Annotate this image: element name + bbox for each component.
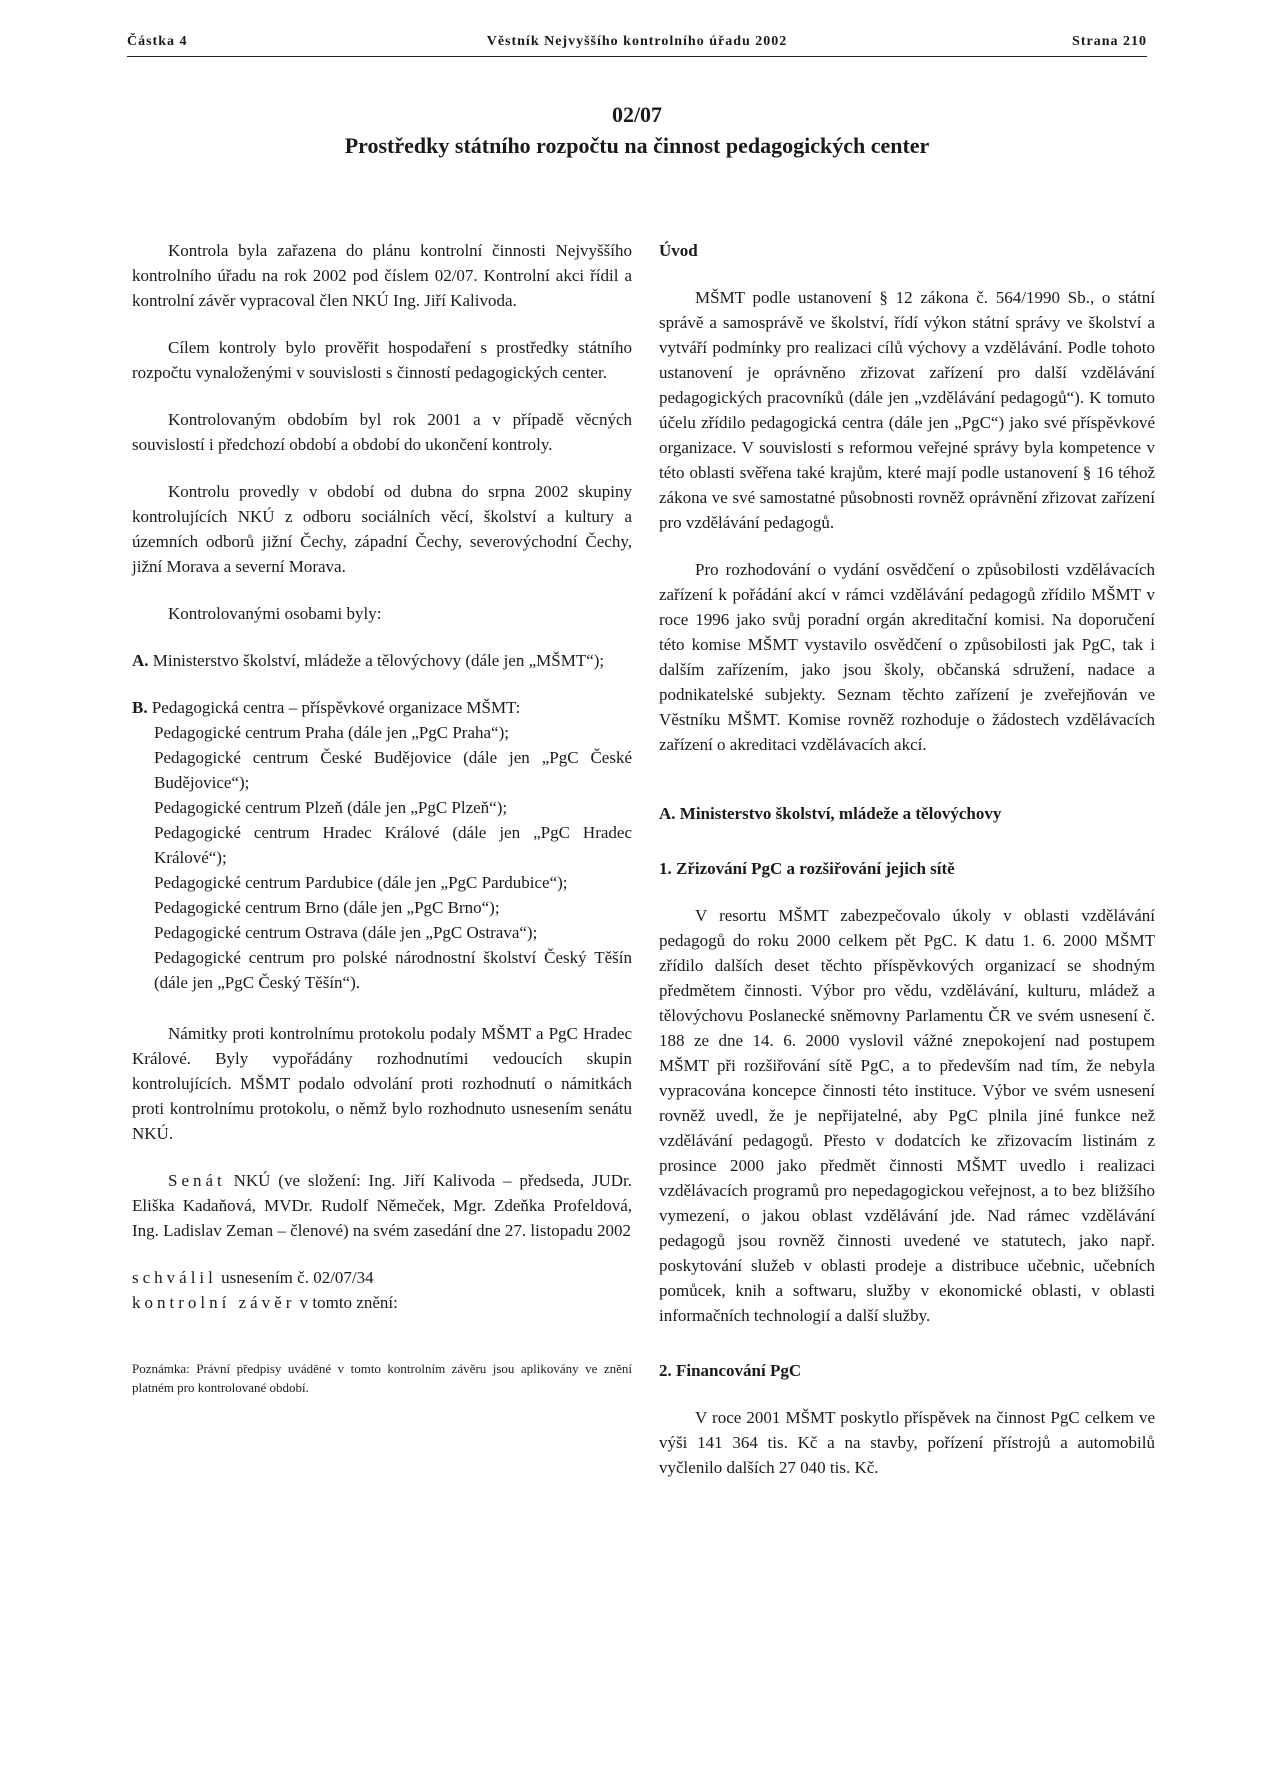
section-heading-ministry: A. Ministerstvo školství, mládeže a tělovýchovy <box>659 804 1002 823</box>
senate-text: NKÚ (ve složení: Ing. Jiří Kalivoda – předseda, JUDr. Eliška Kadaňová, MVDr. Rudolf Němeček, Mgr. Zdeňka Profeldová, Ing. Ladislav Zeman – členové) na svém zasedání dne 27. listopadu 2002 <box>132 1171 632 1240</box>
paragraph-senate <box>132 1168 632 1243</box>
left-column <box>132 238 632 1397</box>
right-column <box>659 238 1155 1480</box>
paragraph-intro-accreditation: Pro rozhodování o vydání osvědčení o způsobilosti vzdělávacích zařízení k pořádání akcí v rámci vzdělávání pedagogů zřídilo MŠMT v roce 1996 jako svůj poradní orgán akreditační komisi. Na doporučení této komise MŠMT vystavilo osvědčení o způsobilosti jak PgC, tak i dalším zařízením, jako jsou školy, občanská sdružení, nadace a podnikatelské subjekty. Seznam těchto zařízení je zveřejňován ve Věstníku MŠMT. Komise rovněž rozhoduje o žádostech vzdělávacích zařízení o akreditaci vzdělávacích akcí. <box>659 560 1155 754</box>
controlled-entity-a <box>132 648 632 673</box>
journal-title: Věstník Nejvyššího kontrolního úřadu 2002 <box>486 34 788 49</box>
paragraph-objections: Námitky proti kontrolnímu protokolu podaly MŠMT a PgC Hradec Králové. Byly vypořádány rozhodnutími vedoucích skupin kontrolujících. MŠMT podalo odvolání proti rozhodnutí o námitkách proti kontrolnímu protokolu, o němž bylo rozhodnuto usnesením senátu NKÚ. <box>132 1024 632 1143</box>
list-letter: B. <box>132 698 148 717</box>
center-item: Pedagogické centrum pro polské národnostní školství Český Těšín (dále jen „PgC Český Těšín“). <box>154 948 632 992</box>
header-divider <box>127 56 1147 57</box>
list-text: Pedagogická centra – příspěvkové organizace MŠMT: <box>151 698 521 717</box>
paragraph-controlled-persons: Kontrolovanými osobami byly: <box>168 604 382 623</box>
paragraph-control-teams: Kontrolu provedly v období od dubna do srpna 2002 skupiny kontrolujících NKÚ z odboru sociálních věcí, školství a kultury a územních odborů jižní Čechy, západní Čechy, severovýchodní Čechy, jižní Morava a severní Morava. <box>132 482 632 576</box>
center-item: Pedagogické centrum České Budějovice (dále jen „PgC České Budějovice“); <box>154 748 632 792</box>
intro-heading: Úvod <box>659 241 698 260</box>
conclusion-text: v tomto znění: <box>295 1293 398 1312</box>
section-heading-establishment: 1. Zřizování PgC a rozšiřování jejich sítě <box>659 859 955 878</box>
document-title: Prostředky státního rozpočtu na činnost pedagogických center <box>344 133 930 158</box>
conclusion-word: kontrolní závěr <box>132 1293 296 1312</box>
paragraph-intro-legal: MŠMT podle ustanovení § 12 zákona č. 564/1990 Sb., o státní správě a samosprávě ve školství, řídí výkon státní správy ve školství a vytváří podmínky pro realizaci cílů výchovy a vzdělávání. Podle tohoto ustanovení je oprávněno zřizovat zařízení pro další vzdělávání pedagogických pracovníků (dále jen „vzdělávání pedagogů“). K tomuto účelu zřídilo pedagogická centra (dále jen „PgC“) jako své příspěvkové organizace. V souvislosti s reformou veřejné správy byla kompetence v této oblasti svěřena také krajům, které mají podle ustanovení § 16 téhož zákona ve své samostatné působnosti rovněž oprávnění zřizovat zařízení pro vzdělávání pedagogů. <box>659 288 1155 532</box>
paragraph-establishment: V resortu MŠMT zabezpečovalo úkoly v oblasti vzdělávání pedagogů do roku 2000 celkem pět PgC. K datu 1. 6. 2000 MŠMT zřídilo dalších deset těchto příspěvkových organizací se shodným předmětem činnosti. Výbor pro vědu, vzdělávání, kulturu, mládež a tělovýchovu Poslanecké sněmovny Parlamentu ČR ve svém usnesení č. 188 ze dne 14. 6. 2000 vyslovil vážné znepokojení nad postupem MŠMT při rozšiřování sítě PgC, a to především nad tím, že nebyla vypracována koncepce činnosti této instituce. Výbor ve svém usnesení rovněž uvedl, že je nepřijatelné, aby PgC plnila jiné funkce než vzdělávání pedagogů. Přesto v dodatcích ke zřizovacím listinám z prosince 2000 jako předmět činnosti MŠMT uvedlo i realizaci vzdělávacích programů pro nepedagogickou veřejnost, a to bez bližšího vymezení, o jakou oblast vzdělávání jde. Nad rámec vzdělávání pedagogů jsou rovněž činnosti uvedené ve statutech, jako např. poskytování služeb v oblasti prodeje a distribuce učebnic, učebních pomůcek, knih a softwaru, služby v ekonomické oblasti, v oblasti informačních technologií a další služby. <box>659 906 1155 1325</box>
page-number: Strana 210 <box>1072 34 1147 49</box>
section-heading-financing: 2. Financování PgC <box>659 1361 802 1380</box>
approval-text: usnesením č. 02/07/34 <box>216 1268 374 1287</box>
center-item: Pedagogické centrum Plzeň (dále jen „PgC Plzeň“); <box>154 798 508 817</box>
document-number: 02/07 <box>611 102 663 127</box>
footnote: Poznámka: Právní předpisy uváděné v tomto kontrolním závěru jsou aplikovány ve znění platném pro kontrolované období. <box>132 1361 632 1395</box>
list-text: Ministerstvo školství, mládeže a tělovýchovy (dále jen „MŠMT“); <box>152 651 605 670</box>
paragraph-financing: V roce 2001 MŠMT poskytlo příspěvek na činnost PgC celkem ve výši 141 364 tis. Kč a na stavby, pořízení přístrojů a automobilů vyčlenilo dalších 27 040 tis. Kč. <box>659 1408 1155 1477</box>
approval-line <box>132 1265 632 1290</box>
center-item: Pedagogické centrum Praha (dále jen „PgC Praha“); <box>154 723 509 742</box>
conclusion-line <box>132 1290 632 1315</box>
paragraph-control-goal: Cílem kontroly bylo prověřit hospodaření s prostředky státního rozpočtu vynaloženými v souvislosti s činností pedagogických center. <box>132 338 632 382</box>
list-letter: A. <box>132 651 149 670</box>
paragraph-control-plan: Kontrola byla zařazena do plánu kontrolní činnosti Nejvyššího kontrolního úřadu na rok 2002 pod číslem 02/07. Kontrolní akci řídil a kontrolní závěr vypracoval člen NKÚ Ing. Jiří Kalivoda. <box>132 241 632 310</box>
center-item: Pedagogické centrum Brno (dále jen „PgC Brno“); <box>154 898 500 917</box>
controlled-entity-b <box>132 695 632 720</box>
center-item: Pedagogické centrum Ostrava (dále jen „PgC Ostrava“); <box>154 923 538 942</box>
approved-word: schválil <box>132 1268 217 1287</box>
paragraph-control-period: Kontrolovaným obdobím byl rok 2001 a v případě věcných souvislostí i předchozí období a období do ukončení kontroly. <box>132 410 632 454</box>
senate-word: Senát <box>168 1171 226 1190</box>
center-item: Pedagogické centrum Pardubice (dále jen „PgC Pardubice“); <box>154 873 568 892</box>
issue-number: Částka 4 <box>127 34 188 49</box>
center-item: Pedagogické centrum Hradec Králové (dále jen „PgC Hradec Králové“); <box>154 823 632 867</box>
